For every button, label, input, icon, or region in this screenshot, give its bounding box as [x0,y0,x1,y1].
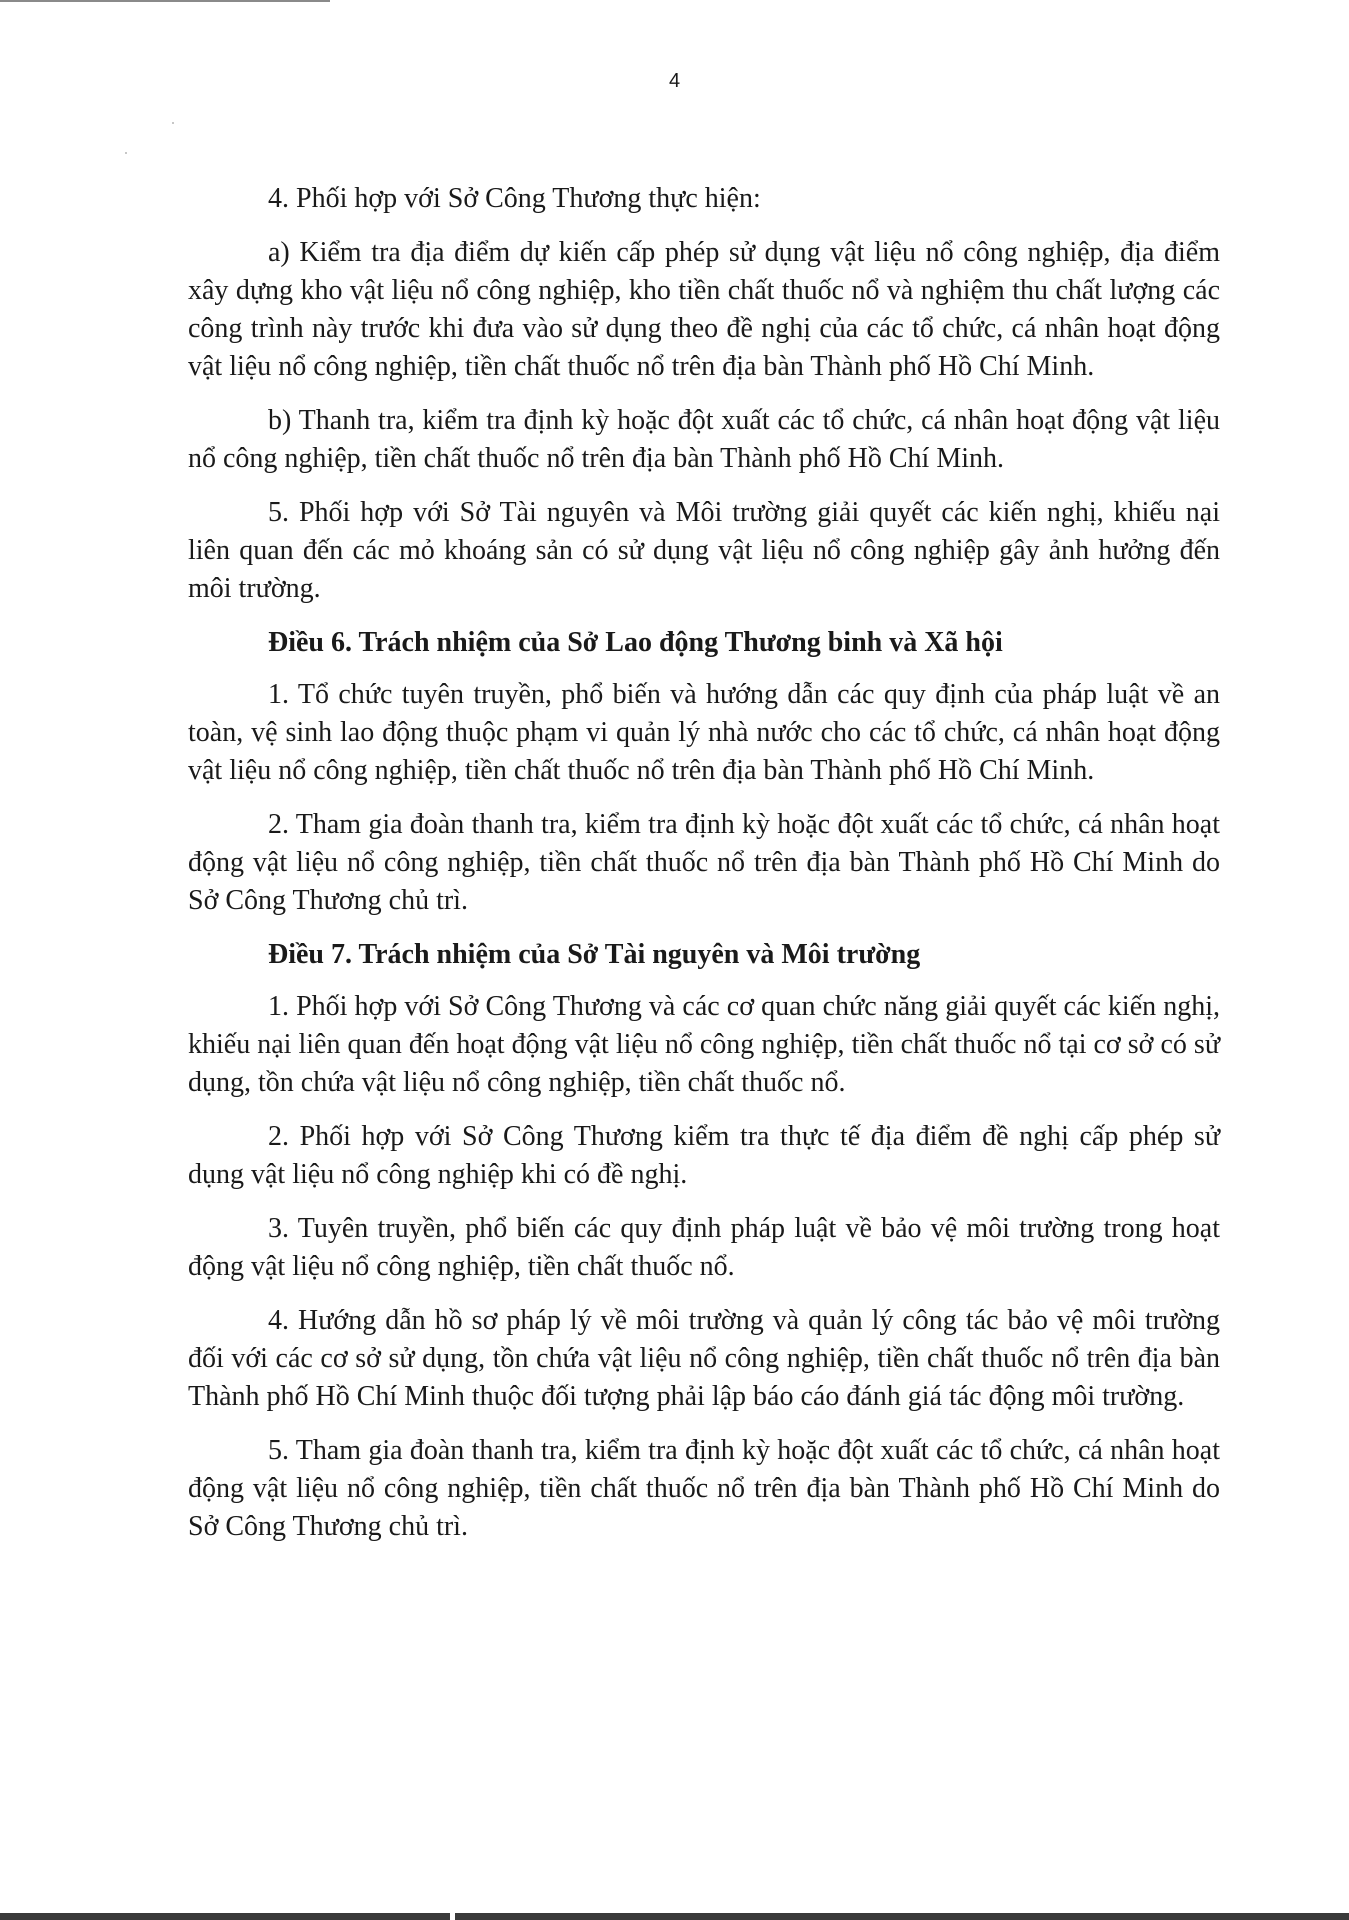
scan-speck [125,152,127,154]
paragraph-4-coordination: 4. Phối hợp với Sở Công Thương thực hiện: [268,183,761,214]
page-number: 4 [668,70,681,92]
article-7-item-5: 5. Tham gia đoàn thanh tra, kiểm tra định kỳ hoặc đột xuất các tổ chức, cá nhân hoạt động vật liệu nổ công nghiệp, tiền chất thuốc nổ trên địa bàn Thành phố Hồ Chí Minh do Sở Công Thương chủ trì. [188,1435,1220,1542]
article-7-item-1: 1. Phối hợp với Sở Công Thương và các cơ quan chức năng giải quyết các kiến nghị, khiếu nại liên quan đến hoạt động vật liệu nổ công nghiệp, tiền chất thuốc nổ tại cơ sở có sử dụng, tồn chứa vật liệu nổ công nghiệp, tiền chất thuốc nổ. [188,991,1220,1098]
article-7-item-3: 3. Tuyên truyền, phổ biến các quy định pháp luật về bảo vệ môi trường trong hoạt động vật liệu nổ công nghiệp, tiền chất thuốc nổ. [188,1213,1220,1282]
article-6-heading: Điều 6. Trách nhiệm của Sở Lao động Thương binh và Xã hội [268,627,1003,658]
scan-speck [172,122,174,124]
paragraph-4b-audit: b) Thanh tra, kiểm tra định kỳ hoặc đột xuất các tổ chức, cá nhân hoạt động vật liệu nổ công nghiệp, tiền chất thuốc nổ trên địa bàn Thành phố Hồ Chí Minh. [188,405,1220,474]
scan-edge-bottom [0,1913,1349,1920]
paragraph-5-complaints: 5. Phối hợp với Sở Tài nguyên và Môi trường giải quyết các kiến nghị, khiếu nại liên quan đến các mỏ khoáng sản có sử dụng vật liệu nổ công nghiệp gây ảnh hưởng đến môi trường. [188,497,1220,604]
scan-edge-top [0,0,330,2]
article-6-item-2: 2. Tham gia đoàn thanh tra, kiểm tra định kỳ hoặc đột xuất các tổ chức, cá nhân hoạt động vật liệu nổ công nghiệp, tiền chất thuốc nổ trên địa bàn Thành phố Hồ Chí Minh do Sở Công Thương chủ trì. [188,809,1220,916]
paragraph-4a-inspection: a) Kiểm tra địa điểm dự kiến cấp phép sử dụng vật liệu nổ công nghiệp, địa điểm xây dựng kho vật liệu nổ công nghiệp, kho tiền chất thuốc nổ và nghiệm thu chất lượng các công trình này trước khi đưa vào sử dụng theo đề nghị của các tổ chức, cá nhân hoạt động vật liệu nổ công nghiệp, tiền chất thuốc nổ trên địa bàn Thành phố Hồ Chí Minh. [188,237,1220,382]
article-7-item-4: 4. Hướng dẫn hồ sơ pháp lý về môi trường và quản lý công tác bảo vệ môi trường đối với các cơ sở sử dụng, tồn chứa vật liệu nổ công nghiệp, tiền chất thuốc nổ trên địa bàn Thành phố Hồ Chí Minh thuộc đối tượng phải lập báo cáo đánh giá tác động môi trường. [188,1305,1220,1412]
article-7-item-2: 2. Phối hợp với Sở Công Thương kiểm tra thực tế địa điểm đề nghị cấp phép sử dụng vật liệu nổ công nghiệp khi có đề nghị. [188,1121,1220,1190]
article-7-heading: Điều 7. Trách nhiệm của Sở Tài nguyên và Môi trường [268,939,921,970]
document-body [188,180,1220,1562]
article-6-item-1: 1. Tổ chức tuyên truyền, phổ biến và hướng dẫn các quy định của pháp luật về an toàn, vệ sinh lao động thuộc phạm vi quản lý nhà nước cho các tổ chức, cá nhân hoạt động vật liệu nổ công nghiệp, tiền chất thuốc nổ trên địa bàn Thành phố Hồ Chí Minh. [188,679,1220,786]
